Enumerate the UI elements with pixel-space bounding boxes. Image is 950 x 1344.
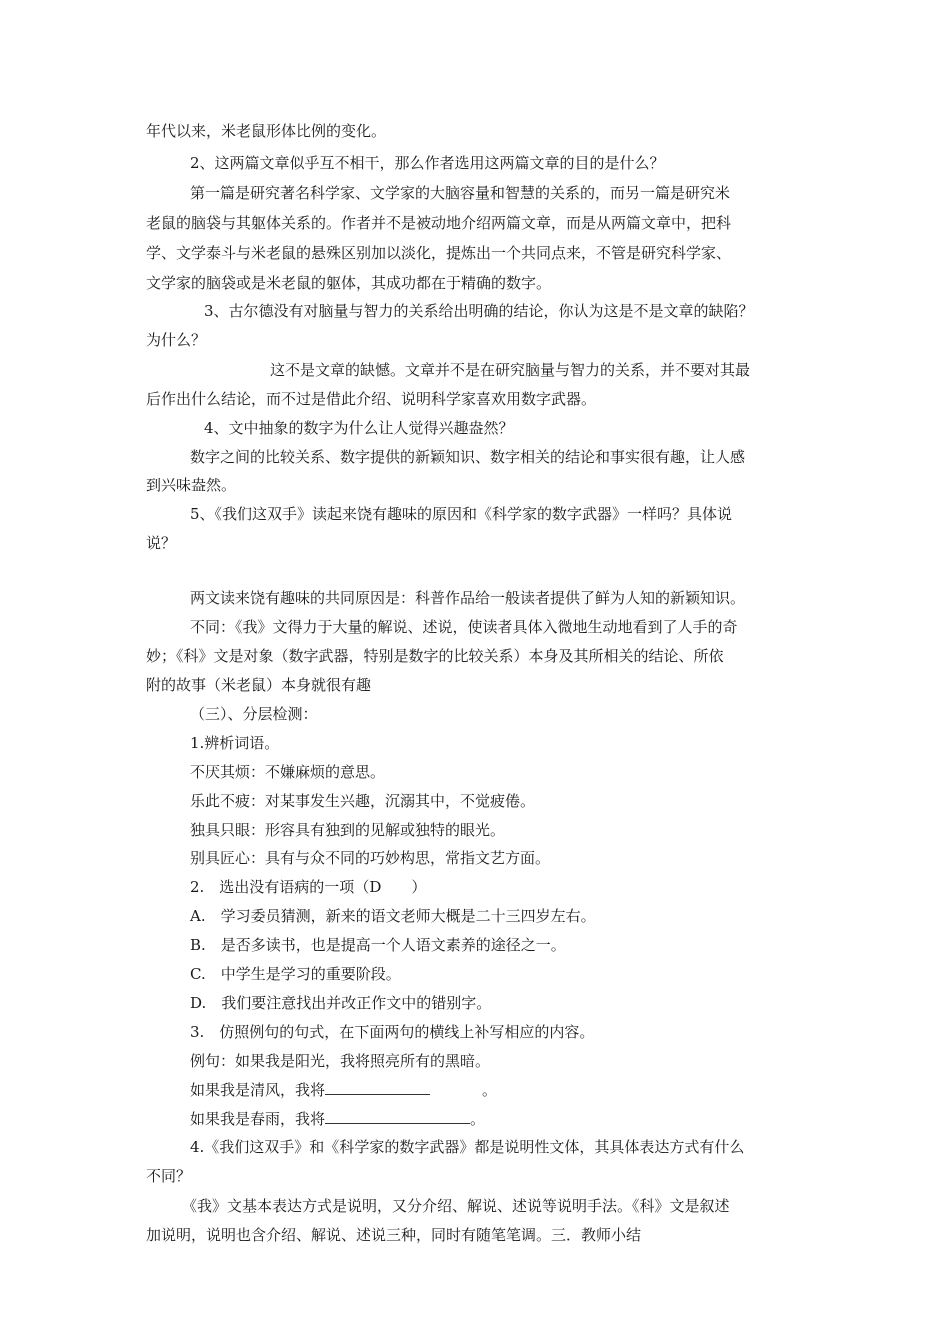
text-line: 年代以来，米老鼠形体比例的变化。 <box>146 122 387 140</box>
section-heading: （三）、分层检测： <box>190 705 318 723</box>
option-a: A. 学习委员猜测，新来的语文老师大概是二十三四岁左右。 <box>190 907 596 925</box>
blank-line[interactable] <box>325 1080 430 1095</box>
text-line: 文学家的脑袋或是米老鼠的躯体，其成功都在于精确的数字。 <box>146 274 552 292</box>
fill-blank-prompt: 如果我是清风，我将 <box>190 1081 326 1099</box>
blank-line[interactable] <box>325 1109 470 1124</box>
text-line: 到兴味盎然。 <box>146 476 237 494</box>
option-d: D. 我们要注意找出并改正作文中的错别字。 <box>190 994 492 1012</box>
text-line: 不同：《我》文得力于大量的解说、述说，使读者具体入微地生动地看到了人手的奇 <box>190 618 738 636</box>
question-3: 3、古尔德没有对脑量与智力的关系给出明确的结论，你认为这是不是文章的缺陷？ <box>204 302 754 320</box>
sentence-end: 。 <box>470 1110 486 1128</box>
question-2: 2、这两篇文章似乎互不相干，那么作者选用这两篇文章的目的是什么？ <box>190 154 665 172</box>
text-line: 第一篇是研究著名科学家、文学家的大脑容量和智慧的关系的，而另一篇是研究米 <box>190 184 731 202</box>
sentence-end: 。 <box>482 1081 498 1099</box>
exercise-2: 2. 选出没有语病的一项（D ） <box>190 878 427 896</box>
text-line: 妙；《科》文是对象（数字武器，特别是数字的比较关系）本身及其所相关的结论、所依 <box>146 647 724 665</box>
answer-4-exercise: 《我》文基本表达方式是说明，又分介绍、解说、述说等说明手法。《科》文是叙述 <box>182 1197 730 1215</box>
text-line: 加说明，说明也含介绍、解说、述说三种，同时有随笔笔调。三．教师小结 <box>146 1226 642 1244</box>
fill-blank-line <box>190 1080 497 1100</box>
term-definition: 乐此不疲：对某事发生兴趣，沉溺其中，不觉疲倦。 <box>190 792 536 810</box>
text-line: 说？ <box>146 534 177 552</box>
example-sentence: 例句：如果我是阳光，我将照亮所有的黑暗。 <box>190 1052 491 1070</box>
answer-4: 数字之间的比较关系、数字提供的新颖知识、数字相关的结论和事实很有趣，让人感 <box>190 448 746 466</box>
term-definition: 别具匠心：具有与众不同的巧妙构思，常指文艺方面。 <box>190 849 551 867</box>
exercise-4: 4.《我们这双手》和《科学家的数字武器》都是说明性文体，其具体表达方式有什么 <box>190 1138 745 1156</box>
option-b: B. 是否多读书，也是提高一个人语文素养的途径之一。 <box>190 936 566 954</box>
question-4: 4、文中抽象的数字为什么让人觉得兴趣盎然？ <box>204 419 514 437</box>
term-definition: 不厌其烦：不嫌麻烦的意思。 <box>190 763 386 781</box>
text-line: 后作出什么结论，而不过是借此介绍、说明科学家喜欢用数字武器。 <box>146 390 597 408</box>
option-c: C. 中学生是学习的重要阶段。 <box>190 965 401 983</box>
answer-5: 两文读来饶有趣味的共同原因是：科普作品给一般读者提供了鲜为人知的新颖知识。 <box>190 589 746 607</box>
text-line: 附的故事（米老鼠）本身就很有趣 <box>146 676 372 694</box>
text-line: 学、文学泰斗与米老鼠的悬殊区别加以淡化，提炼出一个共同点来，不管是研究科学家、 <box>146 244 732 262</box>
question-5: 5、《我们这双手》读起来饶有趣味的原因和《科学家的数字武器》一样吗？具体说 <box>190 505 733 523</box>
exercise-3: 3. 仿照例句的句式，在下面两句的横线上补写相应的内容。 <box>190 1023 595 1041</box>
answer-3: 这不是文章的缺憾。文章并不是在研究脑量与智力的关系，并不要对其最 <box>270 361 751 379</box>
text-line: 为什么？ <box>146 331 207 349</box>
fill-blank-line <box>190 1109 485 1129</box>
exercise-1: 1.辨析词语。 <box>190 734 280 752</box>
text-line: 不同？ <box>146 1167 192 1185</box>
fill-blank-prompt: 如果我是春雨，我将 <box>190 1110 326 1128</box>
text-line: 老鼠的脑袋与其躯体关系的。作者并不是被动地介绍两篇文章，而是从两篇文章中，把科 <box>146 214 732 232</box>
term-definition: 独具只眼：形容具有独到的见解或独特的眼光。 <box>190 821 506 839</box>
